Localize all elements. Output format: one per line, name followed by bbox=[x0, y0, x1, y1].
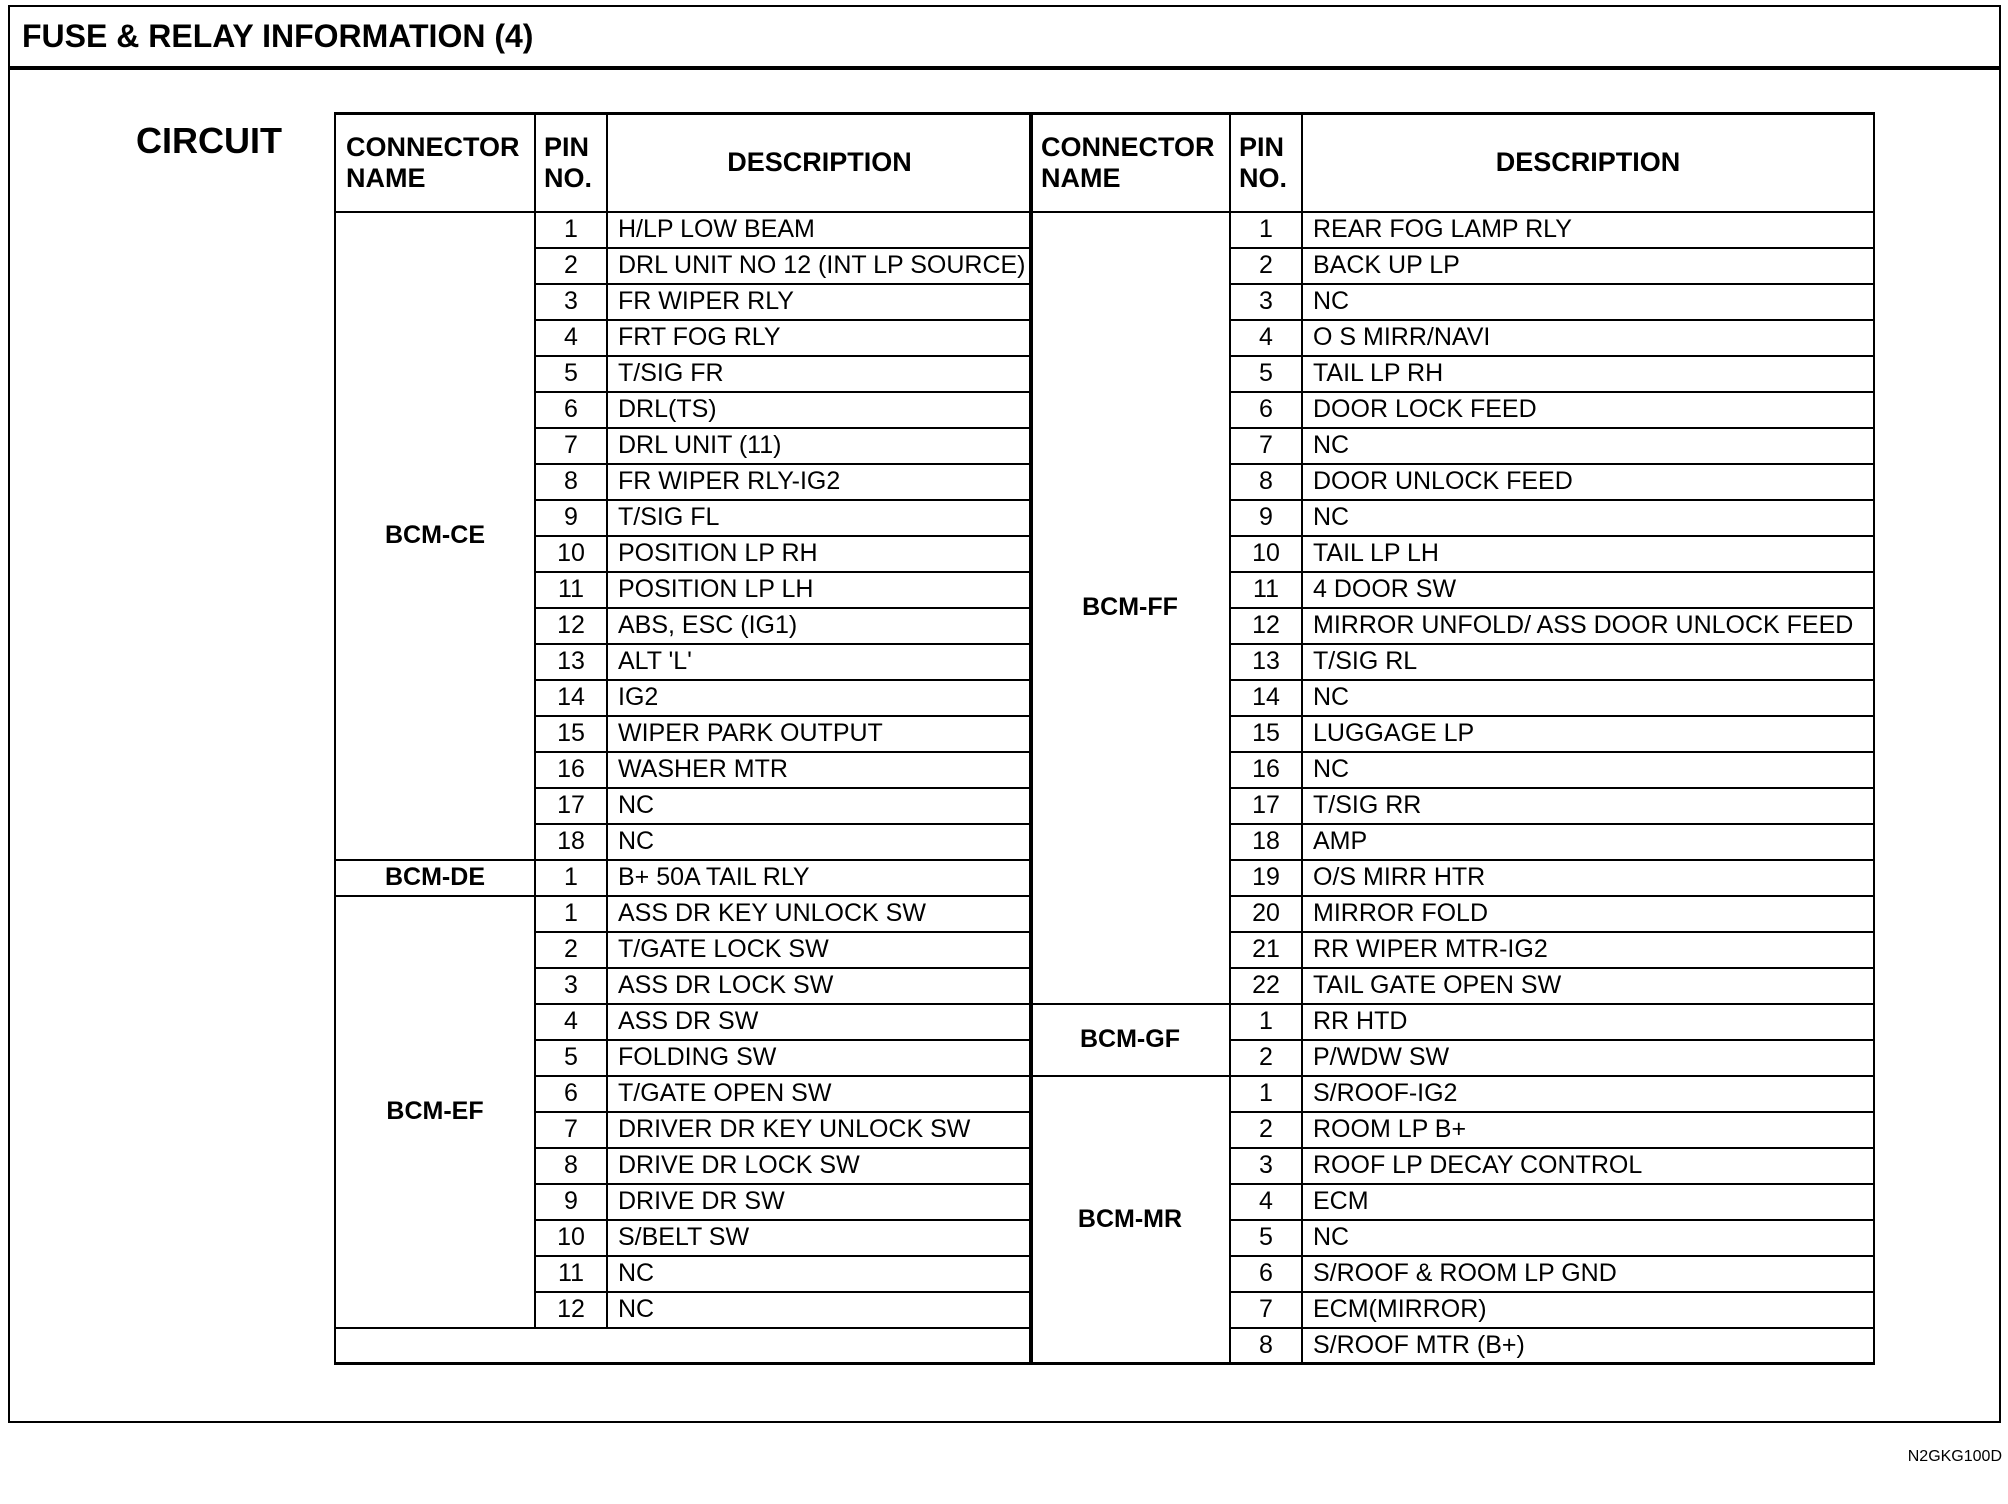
pin-number-cell: 8 bbox=[535, 464, 607, 500]
description-cell: POSITION LP RH bbox=[607, 536, 1032, 572]
pin-number-cell: 22 bbox=[1230, 968, 1302, 1004]
description-cell: B+ 50A TAIL RLY bbox=[607, 860, 1032, 896]
pin-number-cell: 8 bbox=[1230, 1328, 1302, 1364]
description-cell: RR HTD bbox=[1302, 1004, 1874, 1040]
description-cell: DRL(TS) bbox=[607, 392, 1032, 428]
description-cell: DRIVE DR LOCK SW bbox=[607, 1148, 1032, 1184]
pin-number-cell: 3 bbox=[1230, 284, 1302, 320]
pin-number-cell: 2 bbox=[535, 248, 607, 284]
connector-name-header: CONNECTOR NAME bbox=[335, 114, 535, 212]
title-divider bbox=[8, 66, 2001, 70]
description-cell: WIPER PARK OUTPUT bbox=[607, 716, 1032, 752]
pin-number-cell: 4 bbox=[535, 1004, 607, 1040]
pin-number-cell: 6 bbox=[535, 1076, 607, 1112]
description-cell: NC bbox=[1302, 752, 1874, 788]
pin-number-cell: 6 bbox=[1230, 1256, 1302, 1292]
pin-number-cell: 11 bbox=[1230, 572, 1302, 608]
description-cell: H/LP LOW BEAM bbox=[607, 212, 1032, 248]
pin-number-cell: 1 bbox=[535, 860, 607, 896]
connector-name-cell: BCM-GF bbox=[1030, 1004, 1230, 1076]
description-cell: ALT 'L' bbox=[607, 644, 1032, 680]
right-connector-table bbox=[1029, 112, 1875, 1365]
description-cell: TAIL LP RH bbox=[1302, 356, 1874, 392]
pin-number-cell: 2 bbox=[535, 932, 607, 968]
connector-name-cell: BCM-EF bbox=[335, 896, 535, 1328]
pin-number-cell: 3 bbox=[1230, 1148, 1302, 1184]
pin-number-cell: 10 bbox=[535, 1220, 607, 1256]
description-cell: RR WIPER MTR-IG2 bbox=[1302, 932, 1874, 968]
description-cell: NC bbox=[1302, 680, 1874, 716]
page-title: FUSE & RELAY INFORMATION (4) bbox=[22, 18, 534, 54]
pin-number-cell: 8 bbox=[535, 1148, 607, 1184]
pin-number-cell: 1 bbox=[535, 896, 607, 932]
connector-name-cell: BCM-FF bbox=[1030, 212, 1230, 1004]
pin-number-cell: 1 bbox=[1230, 212, 1302, 248]
pin-number-cell: 5 bbox=[535, 356, 607, 392]
description-cell: DRL UNIT (11) bbox=[607, 428, 1032, 464]
pin-number-cell: 13 bbox=[535, 644, 607, 680]
pin-number-cell: 3 bbox=[535, 284, 607, 320]
table-row bbox=[1030, 1004, 1874, 1040]
table-row bbox=[335, 212, 1032, 248]
pin-number-cell: 7 bbox=[1230, 1292, 1302, 1328]
description-cell: S/BELT SW bbox=[607, 1220, 1032, 1256]
pin-number-cell: 21 bbox=[1230, 932, 1302, 968]
pin-number-cell: 5 bbox=[1230, 1220, 1302, 1256]
description-cell: ROOM LP B+ bbox=[1302, 1112, 1874, 1148]
description-cell: T/SIG FL bbox=[607, 500, 1032, 536]
pin-number-cell: 1 bbox=[1230, 1004, 1302, 1040]
pin-number-cell: 18 bbox=[535, 824, 607, 860]
pin-no-header: PIN NO. bbox=[1230, 114, 1302, 212]
description-cell: O/S MIRR HTR bbox=[1302, 860, 1874, 896]
description-cell: NC bbox=[607, 788, 1032, 824]
description-cell: DRL UNIT NO 12 (INT LP SOURCE) bbox=[607, 248, 1032, 284]
pin-number-cell: 12 bbox=[1230, 608, 1302, 644]
description-header: DESCRIPTION bbox=[1302, 114, 1874, 212]
table-row bbox=[1030, 212, 1874, 248]
description-cell: BACK UP LP bbox=[1302, 248, 1874, 284]
pin-number-cell: 7 bbox=[1230, 428, 1302, 464]
pin-number-cell: 2 bbox=[1230, 1112, 1302, 1148]
pin-number-cell: 4 bbox=[1230, 320, 1302, 356]
description-cell: T/SIG RL bbox=[1302, 644, 1874, 680]
pin-number-cell: 12 bbox=[535, 608, 607, 644]
description-cell: T/GATE OPEN SW bbox=[607, 1076, 1032, 1112]
pin-number-cell: 11 bbox=[535, 1256, 607, 1292]
description-cell: S/ROOF MTR (B+) bbox=[1302, 1328, 1874, 1364]
pin-number-cell: 11 bbox=[535, 572, 607, 608]
pin-number-cell: 2 bbox=[1230, 1040, 1302, 1076]
description-cell: NC bbox=[1302, 284, 1874, 320]
pin-number-cell: 16 bbox=[535, 752, 607, 788]
description-cell: O S MIRR/NAVI bbox=[1302, 320, 1874, 356]
pin-number-cell: 1 bbox=[535, 212, 607, 248]
pin-number-cell: 2 bbox=[1230, 248, 1302, 284]
pin-number-cell: 14 bbox=[1230, 680, 1302, 716]
description-cell: IG2 bbox=[607, 680, 1032, 716]
pin-number-cell: 7 bbox=[535, 428, 607, 464]
description-header: DESCRIPTION bbox=[607, 114, 1032, 212]
pin-number-cell: 4 bbox=[535, 320, 607, 356]
pin-number-cell: 20 bbox=[1230, 896, 1302, 932]
blank-cell bbox=[335, 1328, 1032, 1364]
connector-name-header: CONNECTOR NAME bbox=[1030, 114, 1230, 212]
pin-number-cell: 5 bbox=[535, 1040, 607, 1076]
pin-number-cell: 17 bbox=[535, 788, 607, 824]
pin-number-cell: 15 bbox=[535, 716, 607, 752]
pin-number-cell: 9 bbox=[535, 1184, 607, 1220]
description-cell: NC bbox=[607, 1292, 1032, 1328]
left-connector-table bbox=[334, 112, 1033, 1365]
pin-number-cell: 17 bbox=[1230, 788, 1302, 824]
description-cell: NC bbox=[1302, 500, 1874, 536]
document-code: N2GKG100D bbox=[1907, 1448, 2002, 1465]
pin-number-cell: 9 bbox=[535, 500, 607, 536]
description-cell: NC bbox=[1302, 1220, 1874, 1256]
description-cell: MIRROR UNFOLD/ ASS DOOR UNLOCK FEED bbox=[1302, 608, 1874, 644]
pin-no-header: PIN NO. bbox=[535, 114, 607, 212]
description-cell: P/WDW SW bbox=[1302, 1040, 1874, 1076]
description-cell: ABS, ESC (IG1) bbox=[607, 608, 1032, 644]
pin-number-cell: 12 bbox=[535, 1292, 607, 1328]
description-cell: ASS DR SW bbox=[607, 1004, 1032, 1040]
pin-number-cell: 6 bbox=[535, 392, 607, 428]
pin-number-cell: 19 bbox=[1230, 860, 1302, 896]
connector-name-cell: BCM-CE bbox=[335, 212, 535, 860]
description-cell: S/ROOF-IG2 bbox=[1302, 1076, 1874, 1112]
description-cell: DRIVER DR KEY UNLOCK SW bbox=[607, 1112, 1032, 1148]
connector-name-cell: BCM-DE bbox=[335, 860, 535, 896]
pin-number-cell: 10 bbox=[535, 536, 607, 572]
section-label: CIRCUIT bbox=[136, 120, 282, 161]
description-cell: FRT FOG RLY bbox=[607, 320, 1032, 356]
description-cell: FR WIPER RLY-IG2 bbox=[607, 464, 1032, 500]
table-header-row bbox=[335, 114, 1032, 212]
pin-number-cell: 1 bbox=[1230, 1076, 1302, 1112]
description-cell: ROOF LP DECAY CONTROL bbox=[1302, 1148, 1874, 1184]
pin-number-cell: 4 bbox=[1230, 1184, 1302, 1220]
description-cell: T/GATE LOCK SW bbox=[607, 932, 1032, 968]
description-cell: MIRROR FOLD bbox=[1302, 896, 1874, 932]
pin-number-cell: 9 bbox=[1230, 500, 1302, 536]
connector-name-cell: BCM-MR bbox=[1030, 1076, 1230, 1364]
description-cell: NC bbox=[1302, 428, 1874, 464]
description-cell: DOOR LOCK FEED bbox=[1302, 392, 1874, 428]
pin-number-cell: 10 bbox=[1230, 536, 1302, 572]
pin-number-cell: 7 bbox=[535, 1112, 607, 1148]
description-cell: LUGGAGE LP bbox=[1302, 716, 1874, 752]
description-cell: TAIL LP LH bbox=[1302, 536, 1874, 572]
description-cell: DRIVE DR SW bbox=[607, 1184, 1032, 1220]
description-cell: REAR FOG LAMP RLY bbox=[1302, 212, 1874, 248]
description-cell: T/SIG RR bbox=[1302, 788, 1874, 824]
pin-number-cell: 3 bbox=[535, 968, 607, 1004]
description-cell: 4 DOOR SW bbox=[1302, 572, 1874, 608]
description-cell: FR WIPER RLY bbox=[607, 284, 1032, 320]
pin-number-cell: 18 bbox=[1230, 824, 1302, 860]
description-cell: POSITION LP LH bbox=[607, 572, 1032, 608]
table-row bbox=[335, 896, 1032, 932]
description-cell: WASHER MTR bbox=[607, 752, 1032, 788]
pin-number-cell: 5 bbox=[1230, 356, 1302, 392]
description-cell: ECM(MIRROR) bbox=[1302, 1292, 1874, 1328]
table-header-row bbox=[1030, 114, 1874, 212]
description-cell: ECM bbox=[1302, 1184, 1874, 1220]
pin-number-cell: 13 bbox=[1230, 644, 1302, 680]
pin-number-cell: 16 bbox=[1230, 752, 1302, 788]
pin-number-cell: 15 bbox=[1230, 716, 1302, 752]
description-cell: NC bbox=[607, 824, 1032, 860]
description-cell: AMP bbox=[1302, 824, 1874, 860]
description-cell: S/ROOF & ROOM LP GND bbox=[1302, 1256, 1874, 1292]
pin-number-cell: 8 bbox=[1230, 464, 1302, 500]
description-cell: TAIL GATE OPEN SW bbox=[1302, 968, 1874, 1004]
pin-number-cell: 14 bbox=[535, 680, 607, 716]
description-cell: ASS DR KEY UNLOCK SW bbox=[607, 896, 1032, 932]
description-cell: ASS DR LOCK SW bbox=[607, 968, 1032, 1004]
pin-number-cell: 6 bbox=[1230, 392, 1302, 428]
table-row bbox=[335, 860, 1032, 896]
description-cell: FOLDING SW bbox=[607, 1040, 1032, 1076]
blank-row bbox=[335, 1328, 1032, 1364]
description-cell: NC bbox=[607, 1256, 1032, 1292]
table-row bbox=[1030, 1076, 1874, 1112]
description-cell: T/SIG FR bbox=[607, 356, 1032, 392]
description-cell: DOOR UNLOCK FEED bbox=[1302, 464, 1874, 500]
